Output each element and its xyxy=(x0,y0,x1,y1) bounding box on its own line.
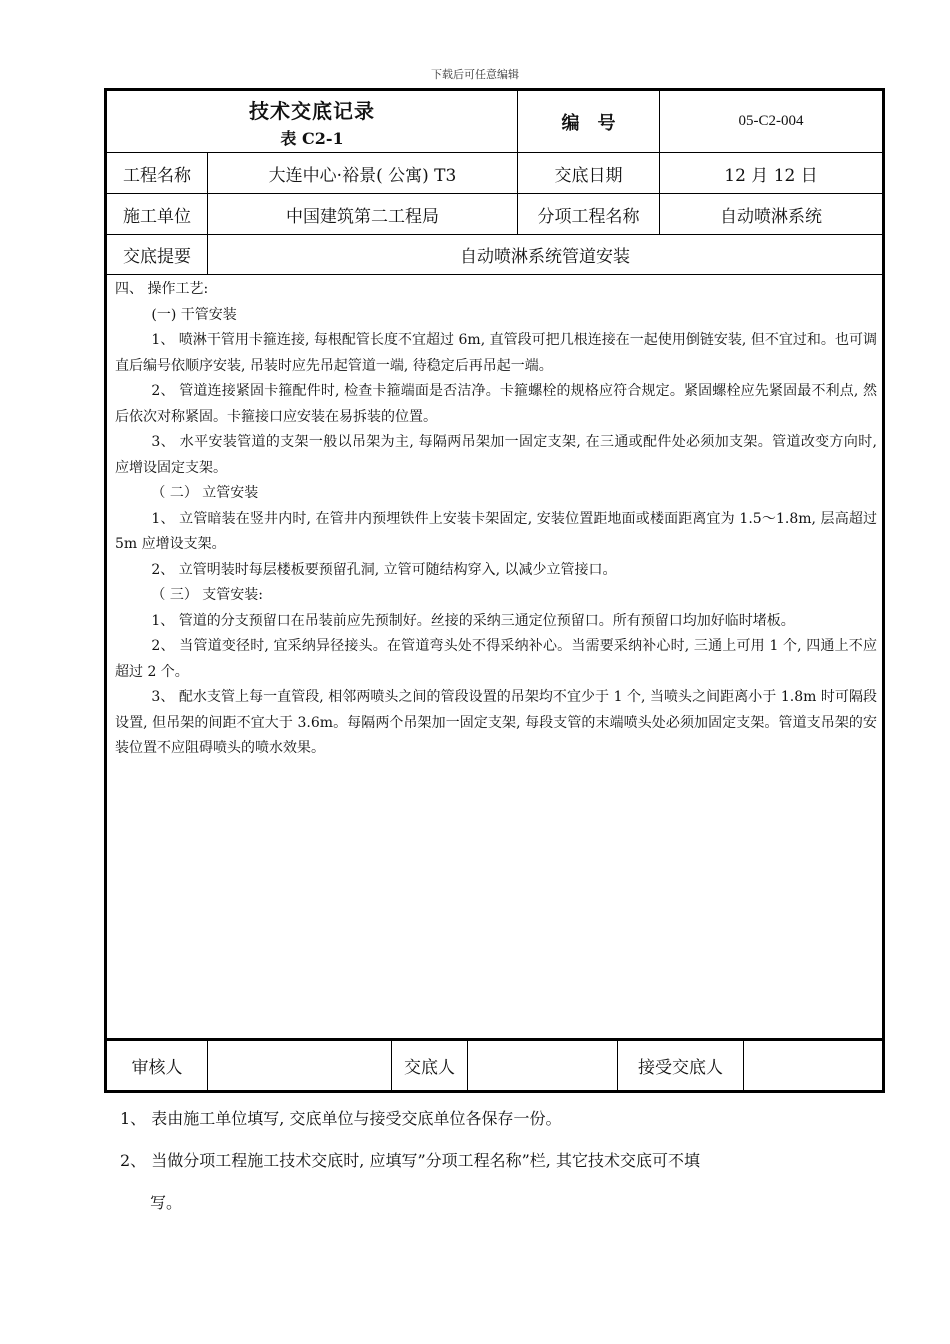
subsection-title: （ 三） 支管安装: xyxy=(151,587,264,603)
summary-value: 自动喷淋系统管道安装 xyxy=(460,247,630,267)
content-paragraph: 1、 喷淋干管用卡箍连接, 每根配管长度不宜超过 6m, 直管段可把几根连接在一起使用倒链安装, 但不宜过和。也可调直后编号依顺序安装, 吊装时应先吊起管道一端, 待稳定后再吊起一端。 xyxy=(115,332,877,374)
content-paragraph: 3、 配水支管上每一直管段, 相邻两喷头之间的管段设置的吊架均不宜少于 1 个, 当喷头之间距离小于 1.8m 时可隔段设置, 但吊架的间距不宜大于 3.6m。每隔两个吊架加一固定支架, 每段支管的末端喷头处必须加固定支架。管道支吊架的安装位置不应阻碍喷头的喷水效果。 xyxy=(115,689,877,756)
note-item-continuation: 写。 xyxy=(150,1193,183,1212)
note-item: 1、 表由施工单位填写, 交底单位与接受交底单位各保存一份。 xyxy=(120,1109,562,1128)
unit-label: 施工单位 xyxy=(123,206,191,227)
form-number: 表 C2-1 xyxy=(280,128,344,148)
content-paragraph: 1、 立管暗装在竖井内时, 在管井内预埋铁件上安装卡架固定, 安装位置距地面或楼面距离宜为 1.5～1.8m, 层高超过 5m 应增设支架。 xyxy=(115,510,877,552)
project-name-label: 工程名称 xyxy=(123,165,191,186)
reviewer-signature-field[interactable] xyxy=(208,1041,391,1090)
code-label: 编 号 xyxy=(561,112,616,134)
project-name-value: 大连中心·裕景( 公寓) T3 xyxy=(268,165,457,186)
download-note: 下载后可任意编辑 xyxy=(431,68,519,81)
date-label: 交底日期 xyxy=(554,165,623,186)
form-title: 技术交底记录 xyxy=(249,98,375,123)
date-value: 12 月 12 日 xyxy=(724,165,818,186)
content-paragraph: 2、 管道连接紧固卡箍配件时, 检查卡箍端面是否洁净。卡箍螺栓的规格应符合规定。紧固螺栓应先紧固最不利点, 然后依次对称紧固。卡箍接口应安装在易拆装的位置。 xyxy=(115,383,877,425)
summary-label: 交底提要 xyxy=(123,247,191,267)
content-paragraph: 2、 当管道变径时, 宜采纳异径接头。在管道弯头处不得采纳补心。当需要采纳补心时, 三通上可用 1 个, 四通上不应超过 2 个。 xyxy=(115,638,877,680)
receiver-signature-field[interactable] xyxy=(744,1041,882,1090)
form-notes xyxy=(120,1102,880,1228)
row-divider xyxy=(107,274,882,275)
unit-value: 中国建筑第二工程局 xyxy=(286,206,439,227)
reviewer-label: 审核人 xyxy=(131,1058,183,1078)
section-heading: 四、 操作工艺: xyxy=(115,281,209,297)
discloser-signature-field[interactable] xyxy=(468,1041,617,1090)
content-paragraph: 2、 立管明装时每层楼板要预留孔洞, 立管可随结构穿入, 以减少立管接口。 xyxy=(151,561,617,578)
form-title-cell xyxy=(107,91,517,152)
content-paragraph: 1、 管道的分支预留口在吊装前应先预制好。丝接的采纳三通定位预留口。所有预留口均加好临时堵板。 xyxy=(151,612,795,629)
subitem-label: 分项工程名称 xyxy=(537,206,640,227)
code-value: 05-C2-004 xyxy=(738,113,804,129)
content-paragraph: 3、 水平安装管道的支架一般以吊架为主, 每隔两吊架加一固定支架, 在三通或配件处必须加支架。管道改变方向时, 应增设固定支架。 xyxy=(115,434,877,476)
subsection-title: (一) 干管安装 xyxy=(151,306,237,323)
disclosure-form xyxy=(104,88,885,1093)
disclosure-content xyxy=(115,277,877,762)
receiver-label: 接受交底人 xyxy=(638,1058,723,1078)
subitem-value: 自动喷淋系统 xyxy=(720,206,822,227)
note-item: 2、 当做分项工程施工技术交底时, 应填写”分项工程名称”栏, 其它技术交底可不填 xyxy=(120,1151,700,1170)
subsection-title: （ 二） 立管安装 xyxy=(151,485,259,501)
discloser-label: 交底人 xyxy=(404,1058,455,1078)
